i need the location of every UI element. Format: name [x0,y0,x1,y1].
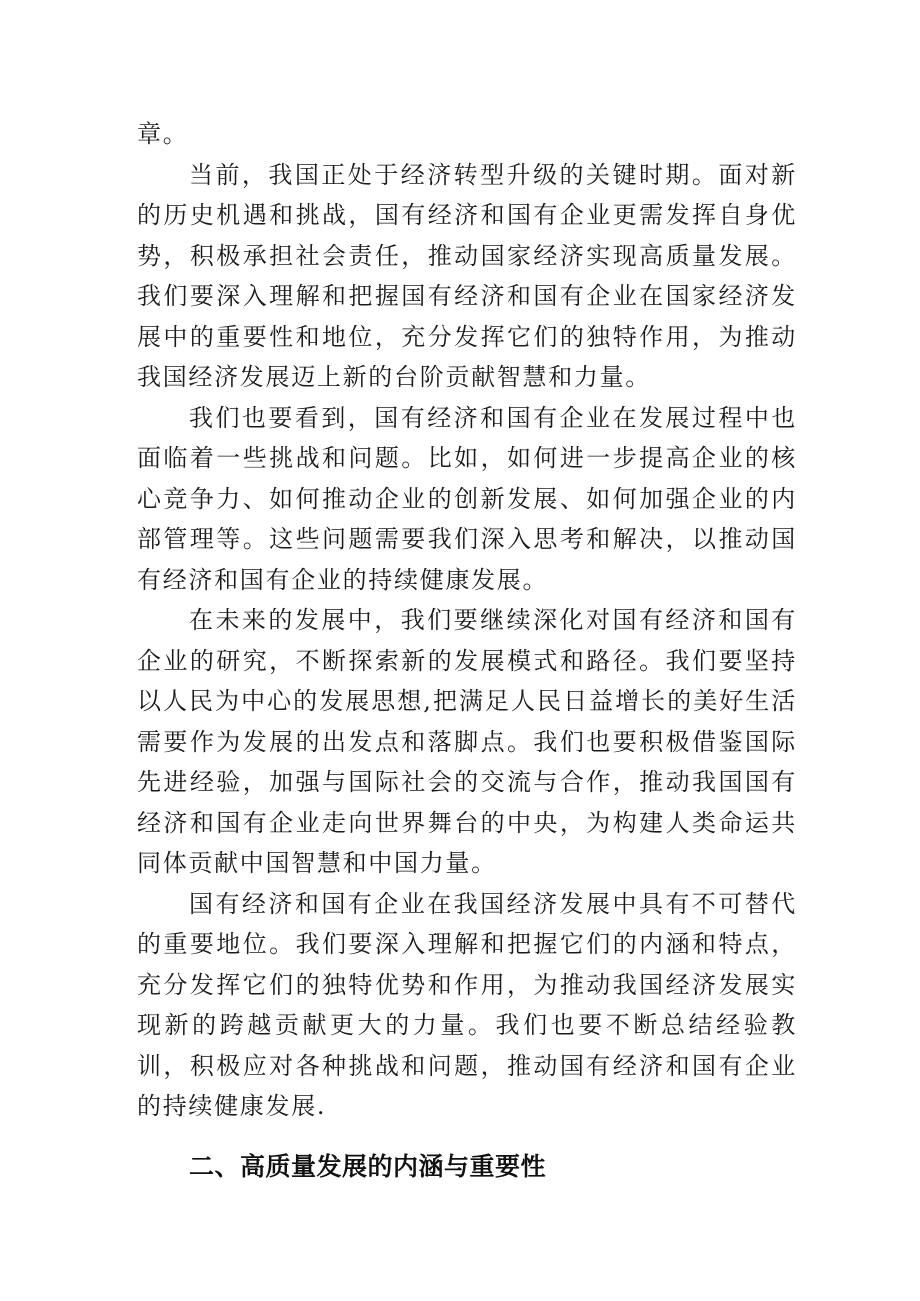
document-body [137,114,797,1187]
section-heading: 二、高质量发展的内涵与重要性 [189,1151,547,1181]
paragraph-current-period: 当前，我国正处于经济转型升级的关键时期。面对新的历史机遇和挑战，国有经济和国有企业更需发挥自身优势，积极承担社会责任，推动国家经济实现高质量发展。我们要深入理解和把握国有经济和国有企业在国家经济发展中的重要性和地位，充分发挥它们的独特作用，为推动我国经济发展迈上新的台阶贡献智慧和力量。 [137,160,797,391]
paragraph-continuation: 章。 [137,120,189,148]
paragraph-summary: 国有经济和国有企业在我国经济发展中具有不可替代的重要地位。我们要深入理解和把握它们的内涵和特点，充分发挥它们的独特优势和作用，为推动我国经济发展实现新的跨越贡献更大的力量。我们也要不断总结经验教训，积极应对各种挑战和问题，推动国有经济和国有企业的持续健康发展. [137,889,797,1120]
paragraph-future-development: 在未来的发展中，我们要继续深化对国有经济和国有企业的研究，不断探索新的发展模式和路径。我们要坚持以人民为中心的发展思想,把满足人民日益增长的美好生活需要作为发展的出发点和落脚点。我们也要积极借鉴国际先进经验，加强与国际社会的交流与合作，推动我国国有经济和国有企业走向世界舞台的中央，为构建人类命运共同体贡献中国智慧和中国力量。 [137,606,797,877]
paragraph-challenges: 我们也要看到，国有经济和国有企业在发展过程中也面临着一些挑战和问题。比如，如何进一步提高企业的核心竞争力、如何推动企业的创新发展、如何加强企业的内部管理等。这些问题需要我们深入思考和解决，以推动国有经济和国有企业的持续健康发展。 [137,403,797,594]
